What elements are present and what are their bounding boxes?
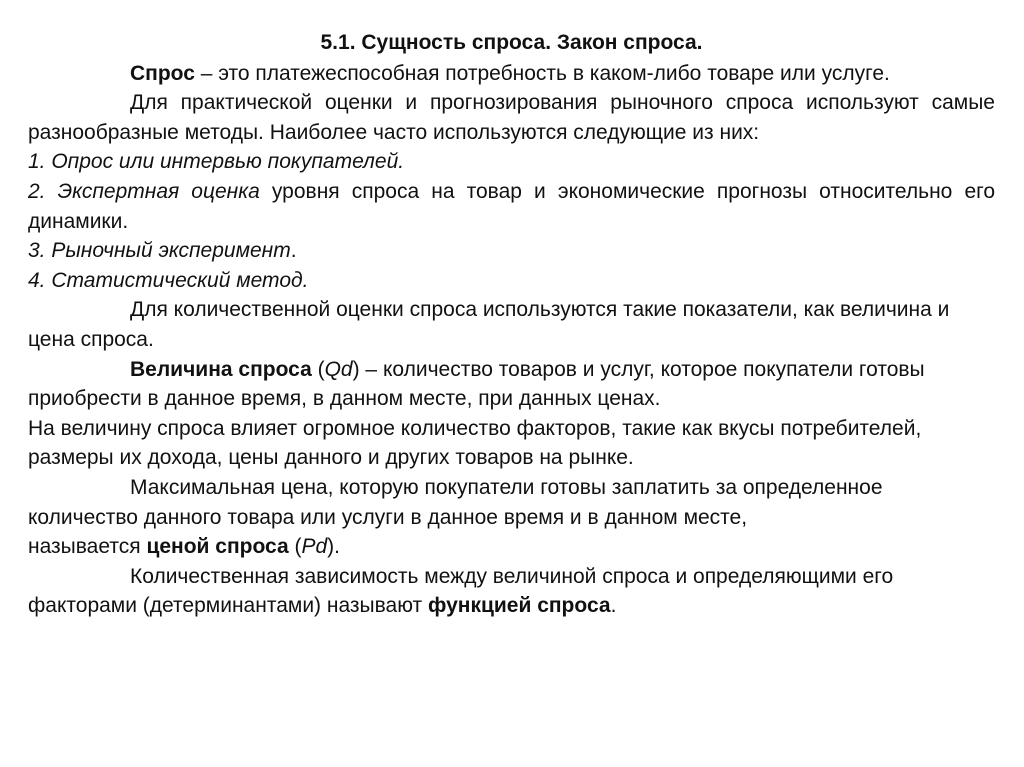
method-item-2 [28, 177, 995, 236]
definition-text: – это платежеспособная потребность в каком-либо товаре или услуге. [194, 61, 890, 85]
method-2-term: 2. Экспертная оценка [28, 179, 260, 203]
symbol-qd: Qd [324, 357, 353, 381]
price-line-2-start: называется [28, 535, 147, 559]
paragraph-indicators: Для количественной оценки спроса используются такие показатели, как величина и цена спроса. [28, 298, 950, 351]
section-title: 5.1. Сущность спроса. Закон спроса. [320, 31, 703, 54]
paragraph-quantity [28, 355, 995, 414]
paren-close-2: ). [327, 535, 340, 559]
paragraph-methods-intro: Для практической оценки и прогнозирования рыночного спроса используют самые разнообразные методы. Наиболее часто используются следующие из них: [28, 91, 995, 144]
paren-open-2: ( [288, 535, 302, 559]
method-2-text: уровня спроса на товар и экономические прогнозы относительно его динамики. [28, 179, 995, 233]
paragraph-function [28, 562, 995, 621]
symbol-pd: Pd [301, 535, 328, 559]
paragraph-definition [28, 59, 995, 89]
function-end: . [610, 594, 617, 618]
paren-open: ( [311, 357, 325, 381]
term-demand-price: ценой спроса [146, 535, 289, 559]
paragraph-factors: На величину спроса влияет огромное количество факторов, такие как вкусы потребителей, размеры их дохода, цены данного и других товаров на рынке. [28, 416, 922, 470]
function-text: Количественная зависимость между величиной спроса и определяющими его факторами (детерминантами) называют [28, 564, 894, 618]
method-item-4 [28, 266, 995, 296]
quantity-definition: ) – количество товаров и услуг, которое покупатели готовы приобрести в данное время, в данном месте, при данных ценах. [28, 357, 925, 411]
term-demand-function: функцией спроса [427, 594, 611, 618]
method-4-text: 4. Статистический метод. [28, 268, 309, 292]
paragraph-price [28, 473, 995, 562]
price-line-1: Максимальная цена, которую покупатели готовы заплатить за определенное количество данного товара или услуги в данное время и в данном месте, [28, 475, 883, 529]
document-body [28, 28, 995, 621]
method-item-1 [28, 147, 995, 177]
method-1-text: 1. Опрос или интервью покупателей. [28, 150, 405, 174]
term-quantity-demanded: Величина спроса [130, 357, 312, 381]
method-3-term: 3. Рыночный эксперимент [28, 239, 291, 263]
term-demand: Спрос [130, 61, 195, 85]
method-item-3 [28, 236, 995, 266]
method-3-dot: . [290, 239, 297, 263]
